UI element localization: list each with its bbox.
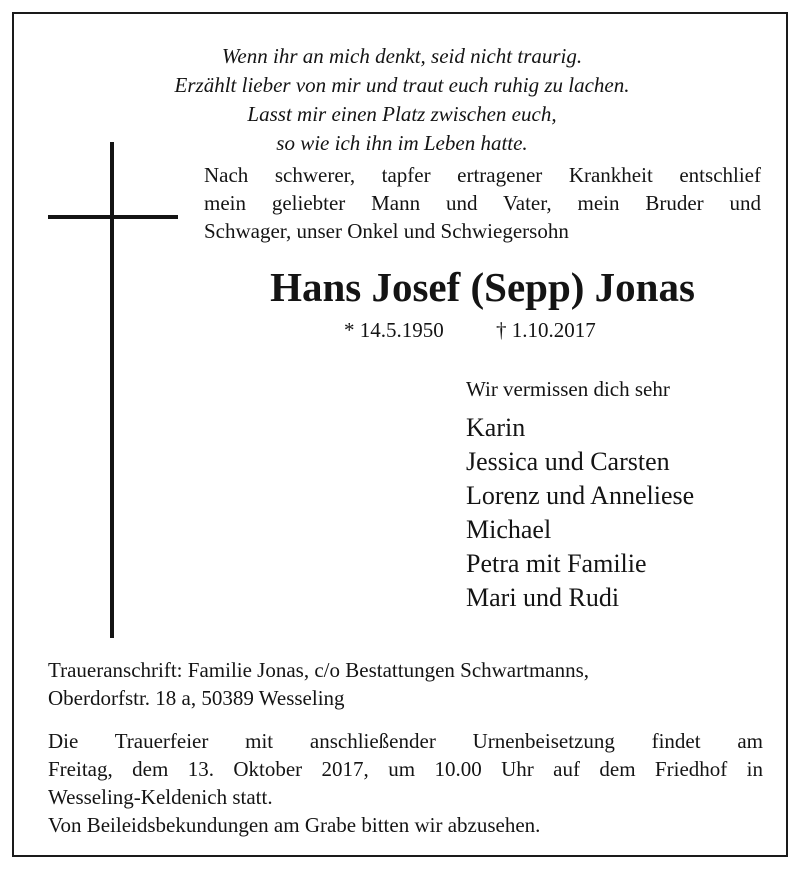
- announcement-text: [204, 161, 761, 245]
- mourner-name: Michael: [466, 515, 552, 544]
- ceremony-line: Wesseling-Keldenich statt.: [48, 785, 273, 809]
- memorial-poem: [14, 42, 790, 158]
- address-line: Traueranschrift: Familie Jonas, c/o Bestattungen Schwartmanns,: [48, 658, 590, 682]
- cross-icon-crossbar: [48, 215, 178, 219]
- poem-line: Lasst mir einen Platz zwischen euch,: [247, 102, 557, 126]
- mourner-name: Lorenz und Anneliese: [466, 481, 695, 510]
- mourner-name: Karin: [466, 413, 526, 442]
- ceremony-line: Von Beileidsbekundungen am Grabe bitten wir abzusehen.: [48, 813, 541, 837]
- poem-line: so wie ich ihn im Leben hatte.: [276, 131, 528, 155]
- mourner-name: Jessica und Carsten: [466, 447, 670, 476]
- death-date: † 1.10.2017: [496, 318, 596, 342]
- mourner-name: Petra mit Familie: [466, 549, 647, 578]
- address-line: Oberdorfstr. 18 a, 50389 Wesseling: [48, 686, 345, 710]
- mourners-list: [466, 411, 694, 615]
- birth-date: * 14.5.1950: [344, 318, 444, 342]
- deceased-name: Hans Josef (Sepp) Jonas: [270, 264, 695, 310]
- announcement-line: mein geliebter Mann und Vater, mein Bruder und: [204, 191, 761, 215]
- ceremony-details: [48, 727, 763, 839]
- ceremony-line: Die Trauerfeier mit anschließender Urnenbeisetzung findet am: [48, 729, 763, 753]
- mourners-heading: Wir vermissen dich sehr: [466, 377, 670, 401]
- obituary-frame: [12, 12, 788, 857]
- ceremony-line: Freitag, dem 13. Oktober 2017, um 10.00 Uhr auf dem Friedhof in: [48, 757, 763, 781]
- announcement-line: Nach schwerer, tapfer ertragener Krankheit entschlief: [204, 163, 761, 187]
- poem-line: Erzählt lieber von mir und traut euch ruhig zu lachen.: [174, 73, 630, 97]
- announcement-line: Schwager, unser Onkel und Schwiegersohn: [204, 219, 569, 243]
- mourning-address: [48, 656, 763, 712]
- poem-line: Wenn ihr an mich denkt, seid nicht traurig.: [221, 44, 583, 68]
- mourner-name: Mari und Rudi: [466, 583, 620, 612]
